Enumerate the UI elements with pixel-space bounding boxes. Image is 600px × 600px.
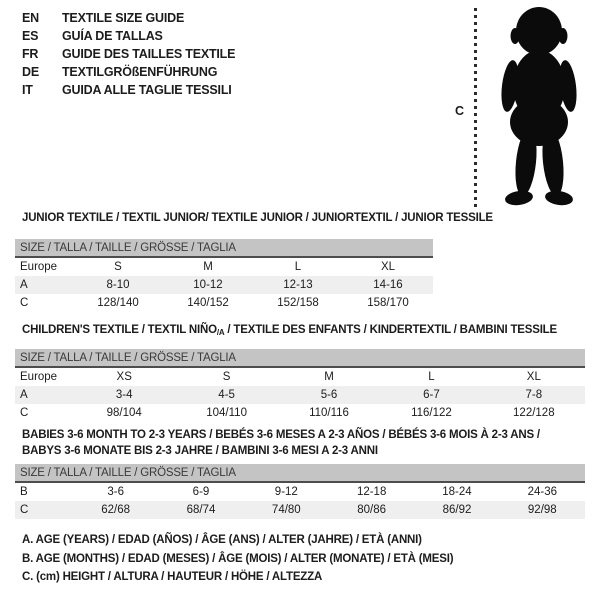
title-line: BABIES 3-6 MONTH TO 2-3 YEARS / BEBÉS 3-6 MESES A 2-3 AÑOS / BÉBÉS 3-6 MOIS À 2-3 ANS / — [22, 429, 540, 441]
cell: 122/128 — [513, 407, 555, 419]
cell: 158/170 — [367, 297, 409, 309]
cell: 4-5 — [218, 389, 235, 401]
language-label: GUÍA DE TALLAS — [62, 29, 163, 43]
legend-age-years: A. AGE (YEARS) / EDAD (AÑOS) / ÂGE (ANS) / ALTER (JAHRE) / ETÀ (ANNI) — [22, 534, 422, 546]
cell: 5-6 — [320, 389, 338, 401]
cell: 104/110 — [206, 407, 247, 419]
size-header-bar: SIZE / TALLA / TAILLE / GRÖSSE / TAGLIA — [15, 464, 585, 483]
cell: 3-6 — [107, 486, 124, 498]
cell: L — [428, 371, 435, 383]
row-label: Europe — [20, 371, 58, 383]
legend-age-months: B. AGE (MONTHS) / EDAD (MESES) / ÂGE (MOIS) / ALTER (MONATE) / ETÀ (MESI) — [22, 552, 454, 565]
babies-table — [15, 464, 585, 519]
language-label: TEXTILE SIZE GUIDE — [62, 11, 185, 25]
measurement-legend — [22, 531, 453, 587]
language-label: GUIDE DES TAILLES TEXTILE — [62, 47, 236, 61]
height-measure-label: C — [455, 104, 465, 118]
language-row-it — [22, 81, 235, 99]
title-subscript: /A — [216, 328, 225, 337]
cell: 24-36 — [527, 486, 558, 498]
table-row — [15, 501, 585, 519]
row-label: C — [20, 504, 29, 516]
height-dashed-line — [474, 8, 477, 209]
cell: 98/104 — [106, 407, 142, 419]
cell: 74/80 — [271, 504, 301, 516]
junior-table-title: JUNIOR TEXTILE / TEXTIL JUNIOR/ TEXTILE JUNIOR / JUNIORTEXTIL / JUNIOR TESSILE — [22, 212, 493, 224]
babies-table-title — [22, 427, 540, 459]
cell: 6-9 — [192, 486, 210, 498]
language-label: TEXTILGRÖßENFÜHRUNG — [62, 65, 218, 79]
language-code: FR — [22, 47, 39, 61]
cell: 92/98 — [527, 504, 557, 516]
language-code: EN — [22, 11, 39, 25]
language-label: GUIDA ALLE TAGLIE TESSILI — [62, 83, 232, 97]
language-row-es — [22, 27, 235, 45]
cell: 7-8 — [525, 389, 543, 401]
cell: 6-7 — [423, 389, 440, 401]
table-row — [15, 483, 585, 501]
language-guide — [22, 9, 235, 99]
cell: 3-4 — [115, 389, 133, 401]
title-text: / TEXTILE DES ENFANTS / KINDERTEXTIL / BAMBINI TESSILE — [224, 324, 557, 336]
cell: 8-10 — [106, 279, 130, 291]
table-row — [15, 404, 585, 422]
table-row — [15, 276, 433, 294]
cell: XS — [116, 371, 132, 383]
title-text: CHILDREN'S TEXTILE / TEXTIL NIÑO — [22, 324, 217, 336]
row-label: C — [20, 297, 29, 309]
children-table-title — [22, 324, 557, 337]
cell: 140/152 — [187, 297, 229, 309]
row-label: C — [20, 407, 29, 419]
cell: S — [222, 371, 231, 383]
cell: 14-16 — [373, 279, 403, 291]
cell: S — [114, 261, 122, 273]
cell: M — [324, 371, 334, 383]
cell: 68/74 — [186, 504, 216, 516]
row-label: B — [20, 486, 28, 498]
cell: 62/68 — [101, 504, 131, 516]
cell: 110/116 — [309, 407, 349, 419]
table-row — [15, 258, 433, 276]
row-label: Europe — [20, 261, 58, 273]
legend-height-cm: C. (cm) HEIGHT / ALTURA / HAUTEUR / HÖHE / ALTEZZA — [22, 571, 323, 583]
table-row — [15, 386, 585, 404]
language-row-fr — [22, 45, 235, 63]
language-code: DE — [22, 65, 39, 79]
cell: 152/158 — [277, 297, 319, 309]
row-label: A — [20, 389, 28, 401]
language-code: ES — [22, 29, 39, 43]
cell: 128/140 — [97, 297, 139, 309]
row-label: A — [20, 279, 28, 291]
cell: 12-13 — [283, 279, 313, 291]
cell: 12-18 — [356, 486, 387, 498]
cell: 10-12 — [193, 279, 223, 291]
children-table — [15, 349, 585, 422]
cell: 86/92 — [442, 504, 472, 516]
title-line: BABYS 3-6 MONATE BIS 2-3 JAHRE / BAMBINI 3-6 MESI A 2-3 ANNI — [22, 445, 378, 457]
cell: 18-24 — [442, 486, 472, 498]
size-header-bar: SIZE / TALLA / TAILLE / GRÖSSE / TAGLIA — [15, 349, 585, 368]
language-code: IT — [22, 83, 33, 97]
cell: XL — [380, 261, 396, 273]
cell: 80/86 — [357, 504, 387, 516]
size-header-bar: SIZE / TALLA / TAILLE / GRÖSSE / TAGLIA — [15, 239, 433, 258]
baby-silhouette-icon — [486, 4, 594, 212]
cell: XL — [526, 371, 541, 383]
language-row-de — [22, 63, 235, 81]
cell: 116/122 — [411, 407, 452, 419]
table-row — [15, 368, 585, 386]
cell: M — [203, 261, 213, 273]
cell: L — [294, 261, 302, 273]
cell: 9-12 — [274, 486, 298, 498]
table-row — [15, 294, 433, 312]
language-row-en — [22, 9, 235, 27]
junior-table — [15, 239, 433, 312]
